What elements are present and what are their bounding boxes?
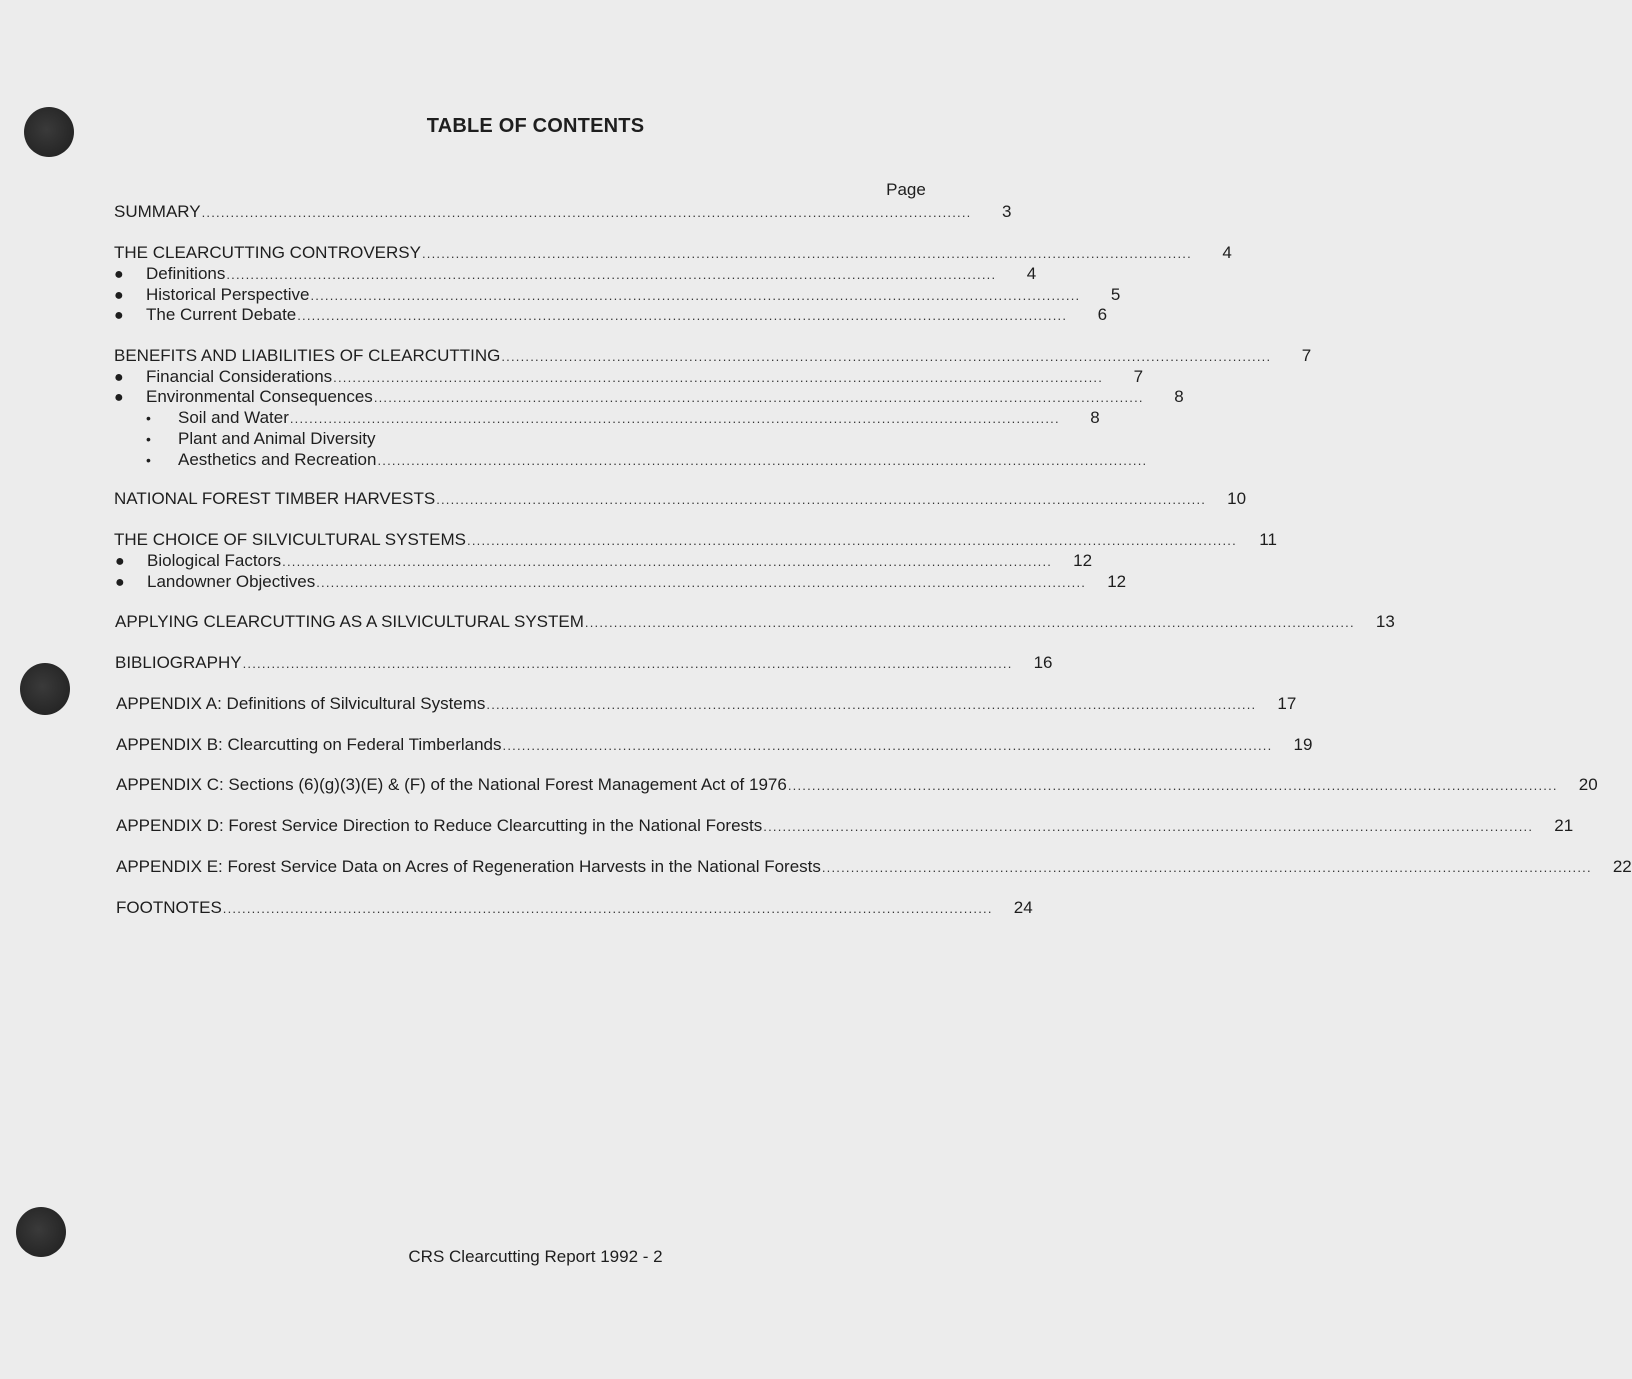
toc-entry-page-number: 12 bbox=[1107, 572, 1127, 591]
toc-entry bbox=[116, 735, 1313, 757]
toc-entry-label: APPENDIX E: Forest Service Data on Acres of Regeneration Harvests in the National Forests bbox=[116, 857, 821, 876]
bullet-icon: ● bbox=[114, 307, 124, 324]
toc-entry-label: Biological Factors bbox=[147, 551, 282, 570]
toc-entry-label: Environmental Consequences bbox=[146, 387, 373, 406]
toc-entry-page-number: 21 bbox=[1554, 816, 1574, 835]
dot-leader: ................................................................................................................................................................ bbox=[316, 575, 1087, 590]
toc-entry-label: THE CHOICE OF SILVICULTURAL SYSTEMS bbox=[114, 530, 467, 549]
toc-entry-label: BENEFITS AND LIABILITIES OF CLEARCUTTING bbox=[114, 346, 501, 365]
toc-entry-page-number: 4 bbox=[1026, 264, 1037, 283]
dot-leader: ................................................................................................................................................................ bbox=[821, 860, 1592, 875]
toc-entry-page-number: 8 bbox=[1090, 408, 1100, 427]
page-column-header: Page bbox=[886, 180, 926, 199]
toc-entry-label: APPLYING CLEARCUTTING AS A SILVICULTURAL SYSTEM bbox=[115, 612, 584, 631]
toc-entry-label: APPENDIX A: Definitions of Silvicultural Systems bbox=[116, 694, 486, 713]
toc-entry bbox=[114, 202, 1012, 224]
dot-leader: ................................................................................................................................................................ bbox=[467, 533, 1237, 548]
toc-entry-page-number: 16 bbox=[1033, 653, 1053, 672]
toc-entry-label: THE CLEARCUTTING CONTROVERSY bbox=[114, 243, 421, 262]
toc-entry bbox=[114, 489, 1247, 511]
toc-entry-page-number: 12 bbox=[1073, 551, 1093, 570]
dot-leader: ................................................................................................................................................................ bbox=[377, 453, 1148, 468]
toc-entry-page-number: 5 bbox=[1110, 285, 1121, 304]
dot-leader: ................................................................................................................................................................ bbox=[289, 411, 1060, 426]
toc-entry bbox=[116, 857, 1632, 879]
toc-entry-page-number: 8 bbox=[1174, 387, 1184, 406]
dot-leader: ................................................................................................................................................................ bbox=[502, 738, 1273, 753]
toc-entry-page-number: 17 bbox=[1277, 694, 1297, 713]
sub-bullet-icon: • bbox=[146, 410, 151, 426]
toc-entry-page-number: 13 bbox=[1375, 612, 1395, 631]
dot-leader: ................................................................................................................................................................ bbox=[787, 778, 1558, 793]
dot-leader: ................................................................................................................................................................ bbox=[201, 205, 972, 220]
dot-leader: ................................................................................................................................................................ bbox=[436, 492, 1207, 507]
dot-leader: ................................................................................................................................................................ bbox=[501, 349, 1272, 364]
toc-entry-page-number: 3 bbox=[1002, 202, 1012, 221]
toc-entry-page-number: 7 bbox=[1133, 367, 1144, 386]
toc-entry-label: Aesthetics and Recreation bbox=[178, 450, 377, 469]
bullet-icon: ● bbox=[114, 389, 124, 406]
toc-entry bbox=[116, 816, 1574, 838]
toc-entry-page-number: 7 bbox=[1301, 346, 1312, 365]
toc-entry bbox=[114, 530, 1277, 552]
toc-entry-label: FOOTNOTES bbox=[116, 898, 222, 917]
toc-entry-page-number: 22 bbox=[1612, 857, 1632, 876]
toc-entry-label: NATIONAL FOREST TIMBER HARVESTS bbox=[114, 489, 436, 508]
toc-entry-label: Financial Considerations bbox=[146, 367, 333, 386]
toc-entry-page-number: 19 bbox=[1293, 735, 1313, 754]
toc-entry bbox=[114, 305, 1108, 327]
page-footer: CRS Clearcutting Report 1992 - 2 bbox=[408, 1247, 663, 1266]
bullet-icon: ● bbox=[114, 287, 124, 304]
dot-leader: ................................................................................................................................................................ bbox=[297, 308, 1068, 323]
toc-entry-label: Historical Perspective bbox=[146, 285, 310, 304]
bullet-icon: ● bbox=[115, 553, 125, 570]
toc-entry bbox=[115, 653, 1053, 675]
toc-entry-page-number: 20 bbox=[1578, 775, 1598, 794]
dot-leader: ................................................................................................................................................................ bbox=[763, 819, 1534, 834]
toc-entry bbox=[115, 551, 1093, 573]
toc-entry-page-number: 10 bbox=[1227, 489, 1247, 508]
toc-entry-label: SUMMARY bbox=[114, 202, 201, 221]
toc-entry-label: Plant and Animal Diversity bbox=[178, 429, 376, 448]
toc-entry-label: APPENDIX B: Clearcutting on Federal Timberlands bbox=[116, 735, 502, 754]
toc-entry bbox=[114, 450, 1148, 472]
dot-leader: ................................................................................................................................................................ bbox=[373, 390, 1144, 405]
toc-entry bbox=[116, 694, 1297, 716]
toc-entry bbox=[114, 367, 1144, 389]
toc-entry-page-number: 4 bbox=[1222, 243, 1232, 262]
binder-hole-middle bbox=[20, 663, 70, 715]
toc-entry-label: APPENDIX C: Sections (6)(g)(3)(E) & (F) of the National Forest Management Act of 1976 bbox=[116, 775, 787, 794]
toc-entry bbox=[114, 387, 1184, 409]
dot-leader: ................................................................................................................................................................ bbox=[486, 697, 1257, 712]
dot-leader: ................................................................................................................................................................ bbox=[282, 554, 1053, 569]
sub-bullet-icon: • bbox=[146, 431, 151, 447]
bullet-icon: ● bbox=[114, 266, 124, 283]
dot-leader: ................................................................................................................................................................ bbox=[222, 901, 993, 916]
bullet-icon: ● bbox=[114, 369, 124, 386]
toc-entry-label: Landowner Objectives bbox=[147, 572, 316, 591]
dot-leader: ................................................................................................................................................................ bbox=[242, 656, 1013, 671]
toc-entry-page-number: 24 bbox=[1013, 898, 1033, 917]
dot-leader: ................................................................................................................................................................ bbox=[333, 370, 1104, 385]
dot-leader: ................................................................................................................................................................ bbox=[310, 288, 1081, 303]
toc-entry bbox=[114, 243, 1232, 265]
toc-entry bbox=[115, 612, 1395, 634]
sub-bullet-icon: • bbox=[146, 452, 151, 468]
toc-entry bbox=[115, 572, 1127, 594]
toc-entry-label: APPENDIX D: Forest Service Direction to Reduce Clearcutting in the National Forests bbox=[116, 816, 763, 835]
dot-leader: ................................................................................................................................................................ bbox=[584, 615, 1355, 630]
toc-entry bbox=[114, 346, 1312, 368]
toc-entry-label: The Current Debate bbox=[146, 305, 297, 324]
dot-leader: ................................................................................................................................................................ bbox=[226, 267, 997, 282]
toc-entry bbox=[116, 898, 1033, 920]
toc-entry bbox=[116, 775, 1598, 797]
dot-leader: ................................................................................................................................................................ bbox=[421, 246, 1192, 261]
toc-entry bbox=[114, 429, 938, 451]
toc-entry-label: Soil and Water bbox=[178, 408, 289, 427]
toc-entry bbox=[114, 408, 1100, 430]
toc-entry-label: BIBLIOGRAPHY bbox=[115, 653, 242, 672]
toc-entry bbox=[114, 264, 1037, 286]
toc-entry bbox=[114, 285, 1121, 307]
page-title: TABLE OF CONTENTS bbox=[426, 115, 645, 137]
bullet-icon: ● bbox=[115, 574, 125, 591]
toc-entry-page-number: 6 bbox=[1097, 305, 1108, 324]
toc-entry-page-number: 11 bbox=[1259, 530, 1277, 549]
toc-entry-label: Definitions bbox=[146, 264, 226, 283]
